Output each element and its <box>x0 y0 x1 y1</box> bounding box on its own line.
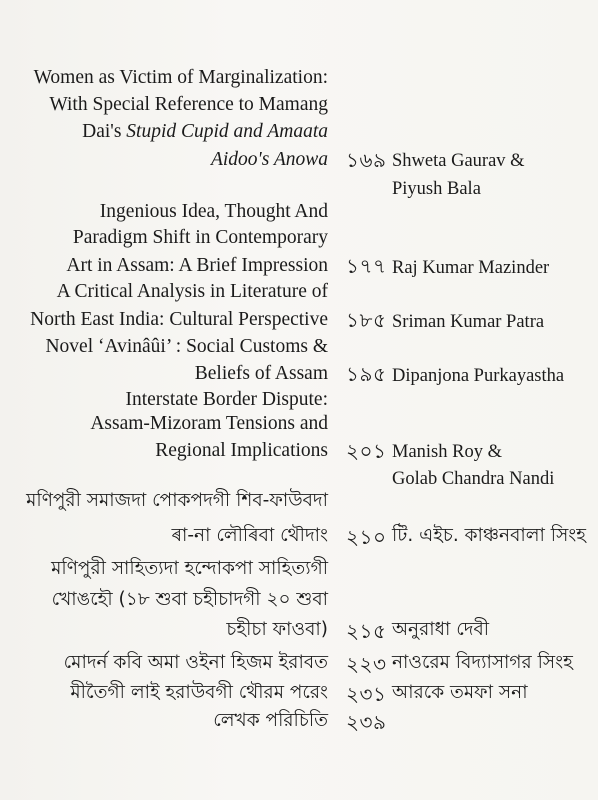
toc-entry-4-page-number: ১৯৫ <box>346 362 387 386</box>
toc-entry-6-page-number: ২১০ <box>346 525 387 549</box>
toc-entry-4-author: Dipanjona Purkayastha <box>392 366 565 386</box>
toc-entry-6-title-line-2: ৰা-না লৌৰিবা থৌদাং <box>171 525 328 546</box>
toc-entry-5-title-line-1: Interstate Border Dispute: <box>125 389 328 410</box>
toc-entry-1-title-text: Dai's <box>82 121 127 142</box>
toc-entry-6-author: টি. এইচ. কাঞ্চনবালা সিংহ <box>392 525 586 546</box>
toc-entry-7-page-number: ২১৫ <box>346 619 387 643</box>
toc-entry-5-page-number: ২০১ <box>346 439 387 463</box>
toc-entry-5-author-line-1: Manish Roy & <box>392 442 502 462</box>
toc-entry-5-title-line-2: Assam-Mizoram Tensions and <box>90 413 328 434</box>
toc-entry-1-title-line-4 <box>211 150 328 170</box>
toc-entry-4-title-line-2: Beliefs of Assam <box>194 363 328 384</box>
toc-entry-9-author: আরকে তমফা সনা <box>392 682 528 703</box>
toc-entry-2-author: Raj Kumar Mazinder <box>392 258 550 278</box>
toc-entry-7-title-line-2: খোঙহৌ (১৮ শুবা চহীচাদগী ২০ শুবা <box>51 589 328 610</box>
toc-entry-3-author: Sriman Kumar Patra <box>392 312 545 332</box>
toc-entry-1-title-line-2: With Special Reference to Mamang <box>49 94 328 115</box>
toc-entry-5-author-line-2: Golab Chandra Nandi <box>392 469 555 489</box>
toc-entry-7-author: অনুরাধা দেবী <box>392 619 490 640</box>
toc-entry-5-title-line-3: Regional Implications <box>155 440 328 461</box>
toc-entry-1-title-italic-2: Aidoo's Anowa <box>210 149 328 170</box>
toc-entry-9-page-number: ২৩১ <box>346 682 387 706</box>
toc-entry-7-title-line-3: চহীচা ফাওবা) <box>226 619 328 640</box>
toc-entry-4-title-line-1: Novel ‘Avinâûi’ : Social Customs & <box>45 336 328 357</box>
toc-entry-8-author: নাওরেম বিদ্যাসাগর সিংহ <box>392 652 573 673</box>
toc-entry-8-page-number: ২২৩ <box>346 652 387 676</box>
toc-entry-2-title-line-3: Art in Assam: A Brief Impression <box>66 255 328 276</box>
toc-entry-3-title-line-2: North East India: Cultural Perspective <box>30 309 328 330</box>
toc-entry-2-page-number: ১৭৭ <box>346 254 387 278</box>
toc-entry-7-title-line-1: মণিপুরী সাহিত্যদা হন্দোকপা সাহিত্যগী <box>51 558 328 579</box>
toc-entry-10-title: লেখক পরিচিতি <box>213 710 328 731</box>
toc-entry-1-title-line-3 <box>82 122 328 142</box>
toc-entry-2-title-line-2: Paradigm Shift in Contemporary <box>72 227 328 248</box>
toc-entry-6-title-line-1: মণিপুরী সমাজদা পোকপদগী শিব-ফাউবদা <box>26 490 328 511</box>
toc-entry-1-title-line-1: Women as Victim of Marginalization: <box>33 67 328 88</box>
toc-entry-3-page-number: ১৮৫ <box>346 308 387 332</box>
toc-entry-1-author-line-2: Piyush Bala <box>392 179 481 199</box>
toc-entry-10-page-number: ২৩৯ <box>346 710 387 734</box>
toc-entry-1-title-italic: Stupid Cupid and Amaata <box>126 121 328 142</box>
toc-entry-9-title: মীতৈগী লাই হরাউবগী থৌরম পরেং <box>70 682 328 703</box>
toc-entry-3-title-line-1: A Critical Analysis in Literature of <box>56 281 328 302</box>
toc-entry-2-title-line-1: Ingenious Idea, Thought And <box>99 201 328 222</box>
toc-entry-1-author-line-1: Shweta Gaurav & <box>392 151 525 171</box>
toc-entry-1-page-number: ১৬৯ <box>346 148 387 172</box>
toc-entry-8-title: মোদর্ন কবি অমা ওইনা হিজম ইরাবত <box>63 652 328 673</box>
